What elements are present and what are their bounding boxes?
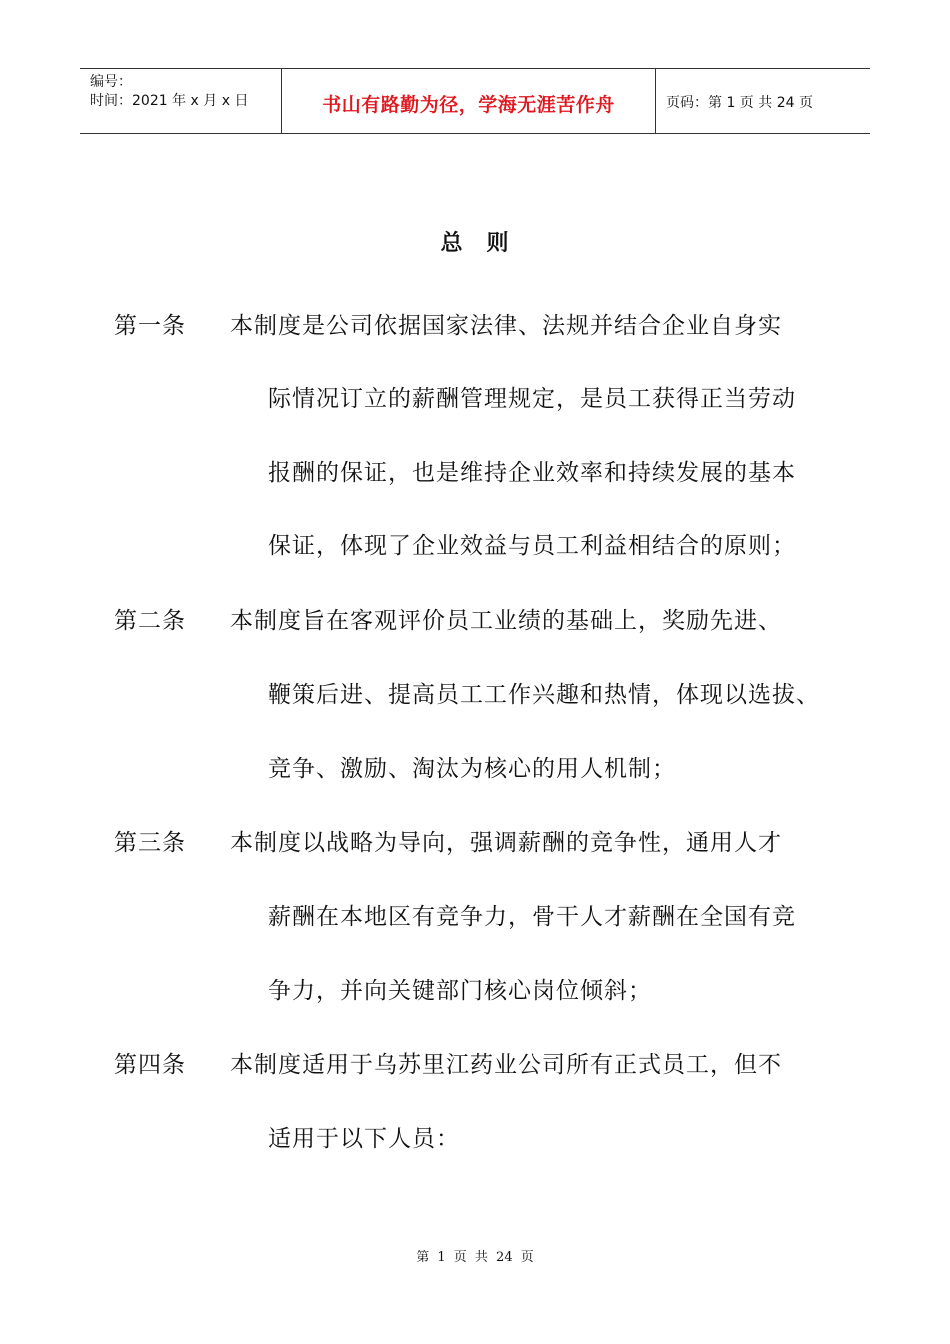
article-1-text: 保证，体现了企业效益与员工利益相结合的原则；	[268, 533, 796, 559]
article-4-label: 第四条	[114, 1052, 186, 1078]
article-2-text: 鞭策后进、提高员工工作兴趣和热情，体现以选拔、	[268, 682, 820, 708]
document-header	[80, 68, 870, 134]
article-3-text: 薪酬在本地区有竞争力，骨干人才薪酬在全国有竞	[268, 904, 796, 930]
number-label: 编号：	[90, 74, 132, 90]
article-3-text: 争力，并向关键部门核心岗位倾斜；	[268, 978, 652, 1004]
article-3-text: 本制度以战略为导向，强调薪酬的竞争性，通用人才	[230, 830, 782, 856]
header-meta	[80, 69, 282, 133]
article-4-text: 本制度适用于乌苏里江药业公司所有正式员工，但不	[230, 1052, 782, 1078]
section-title: 总 则	[440, 230, 510, 256]
date-label: 时间：2021 年 x 月 x 日	[90, 93, 249, 109]
header-page-info: 页码：第 1 页 共 24 页	[666, 95, 813, 111]
article-2-text: 竞争、激励、淘汰为核心的用人机制；	[268, 756, 676, 782]
article-2-text: 本制度旨在客观评价员工业绩的基础上，奖励先进、	[230, 608, 782, 634]
article-1-text: 际情况订立的薪酬管理规定，是员工获得正当劳动	[268, 386, 796, 412]
page-footer: 第 1 页 共 24 页	[416, 1250, 534, 1265]
article-1-text: 本制度是公司依据国家法律、法规并结合企业自身实	[230, 313, 782, 339]
article-1-label: 第一条	[114, 313, 186, 339]
article-3-label: 第三条	[114, 830, 186, 856]
article-4-text: 适用于以下人员：	[268, 1126, 460, 1152]
article-2-label: 第二条	[114, 608, 186, 634]
article-1-text: 报酬的保证，也是维持企业效率和持续发展的基本	[268, 460, 796, 486]
header-motto: 书山有路勤为径，学海无涯苦作舟	[282, 69, 656, 133]
